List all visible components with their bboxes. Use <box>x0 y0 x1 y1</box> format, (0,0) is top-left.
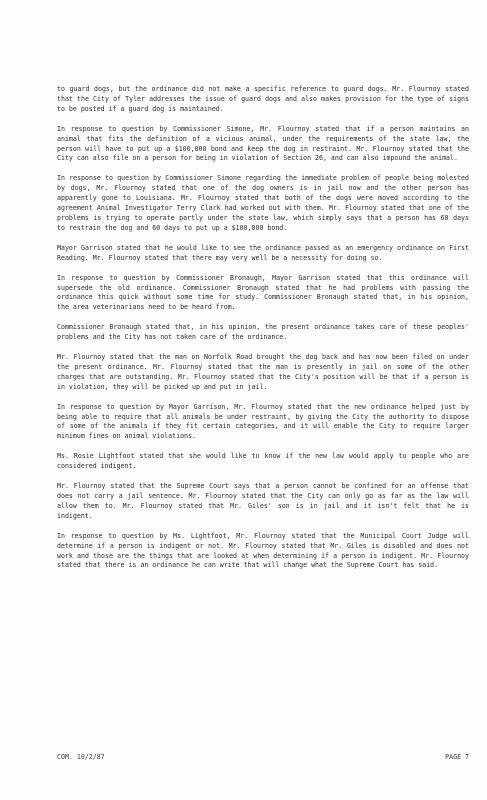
paragraph-immediate-problem: In response to question by Commissioner Simone regarding the immediate problem of people being molested by dogs, Mr. Flournoy stated that one of the dog owners is in jail now and the other person has apparently gone to Louisiana. Mr. Flournoy stated that both of the dogs were moved according to the agreement Animal Investigator Terry Clark had worked out with them. Mr. Flournoy stated that one of the problems is trying to operate partly under the state law, which simply says that a person has 60 days to restrain the dog and 60 days to put up a $100,000 bond. <box>57 174 469 232</box>
minutes-body <box>57 85 469 581</box>
footer-meeting-date: COM. 10/2/87 <box>57 753 105 761</box>
paragraph-indigent-question: Ms. Rosie Lightfoot stated that she would like to know if the new law would apply to people who are considered indigent. <box>57 452 469 471</box>
footer-page-number: PAGE 7 <box>445 753 469 761</box>
paragraph-vicious-animal: In response to question by Commissioner Simone, Mr. Flournoy stated that if a person maintains an animal that fits the definition of a vicious animal, under the requirements of the state law, the person will have to put up a $100,000 bond and keep the dog in restraint. Mr. Flournoy stated that the City can also file on a person for being in violation of Section 26, and can also impound the animal. <box>57 124 469 163</box>
paragraph-present-ordinance: Commissioner Bronaugh stated that, in his opinion, the present ordinance takes care of these peoples' problems and the City has not taken care of the ordinance. <box>57 323 469 342</box>
paragraph-new-ordinance-benefits: In response to question by Mayor Garrison, Mr. Flournoy stated that the new ordinance helped just by being able to require that all animals be under restraint, by giving the City the authority to dispose of some of the animals if they fit certain categories, and it will enable the City to require larger minimum fines on animal violations. <box>57 402 469 441</box>
paragraph-guard-dogs: to guard dogs, but the ordinance did not make a specific reference to guard dogs. Mr. Flournoy stated that the City of Tyler addresses the issue of guard dogs and also makes provision for the type of signs to be posted if a guard dog is maintained. <box>57 85 469 113</box>
paragraph-supreme-court: Mr. Flournoy stated that the Supreme Court says that a person cannot be confined for an offense that does not carry a jail sentence. Mr. Flournoy stated that the City can only go as far as the law will allow them to. Mr. Flournoy stated that Mr. Giles' son is in jail and it isn't felt that he is indigent. <box>57 482 469 520</box>
paragraph-norfolk-road: Mr. Flournoy stated that the man on Norfolk Road brought the dog back and has now been filed on under the present ordinance. Mr. Flournoy stated that the man is presently in jail on some of the other charges that are outstanding. Mr. Flournoy stated that the City's position will be that if a person is in violation, they will be picked up and put in jail. <box>57 353 469 391</box>
paragraph-supersede-ordinance: In response to question by Commissioner Bronaugh, Mayor Garrison stated that this ordinance will supersede the old ordinance. Commissioner Bronaugh stated that he had problems with passing the ordinance this quick without some time for study. Commissioner Bronaugh stated that, in his opinion, the area veterinarians need to be heard from. <box>57 273 469 312</box>
paragraph-municipal-judge: In response to question by Ms. Lightfoot, Mr. Flournoy stated that the Municipal Court Judge will determine if a person is indigent or not. Mr. Flournoy stated that Mr. Giles is disabled and does not work and those are the things that are looked at when determining if a person is indigent. Mr. Flournoy stated that there is an ordinance he can write that will change what the Supreme Court has said. <box>57 531 469 570</box>
paragraph-emergency-ordinance: Mayor Garrison stated that he would like to see the ordinance passed as an emergency ordinance on First Reading. Mr. Flournoy stated that there may very well be a necessity for doing so. <box>57 243 469 262</box>
